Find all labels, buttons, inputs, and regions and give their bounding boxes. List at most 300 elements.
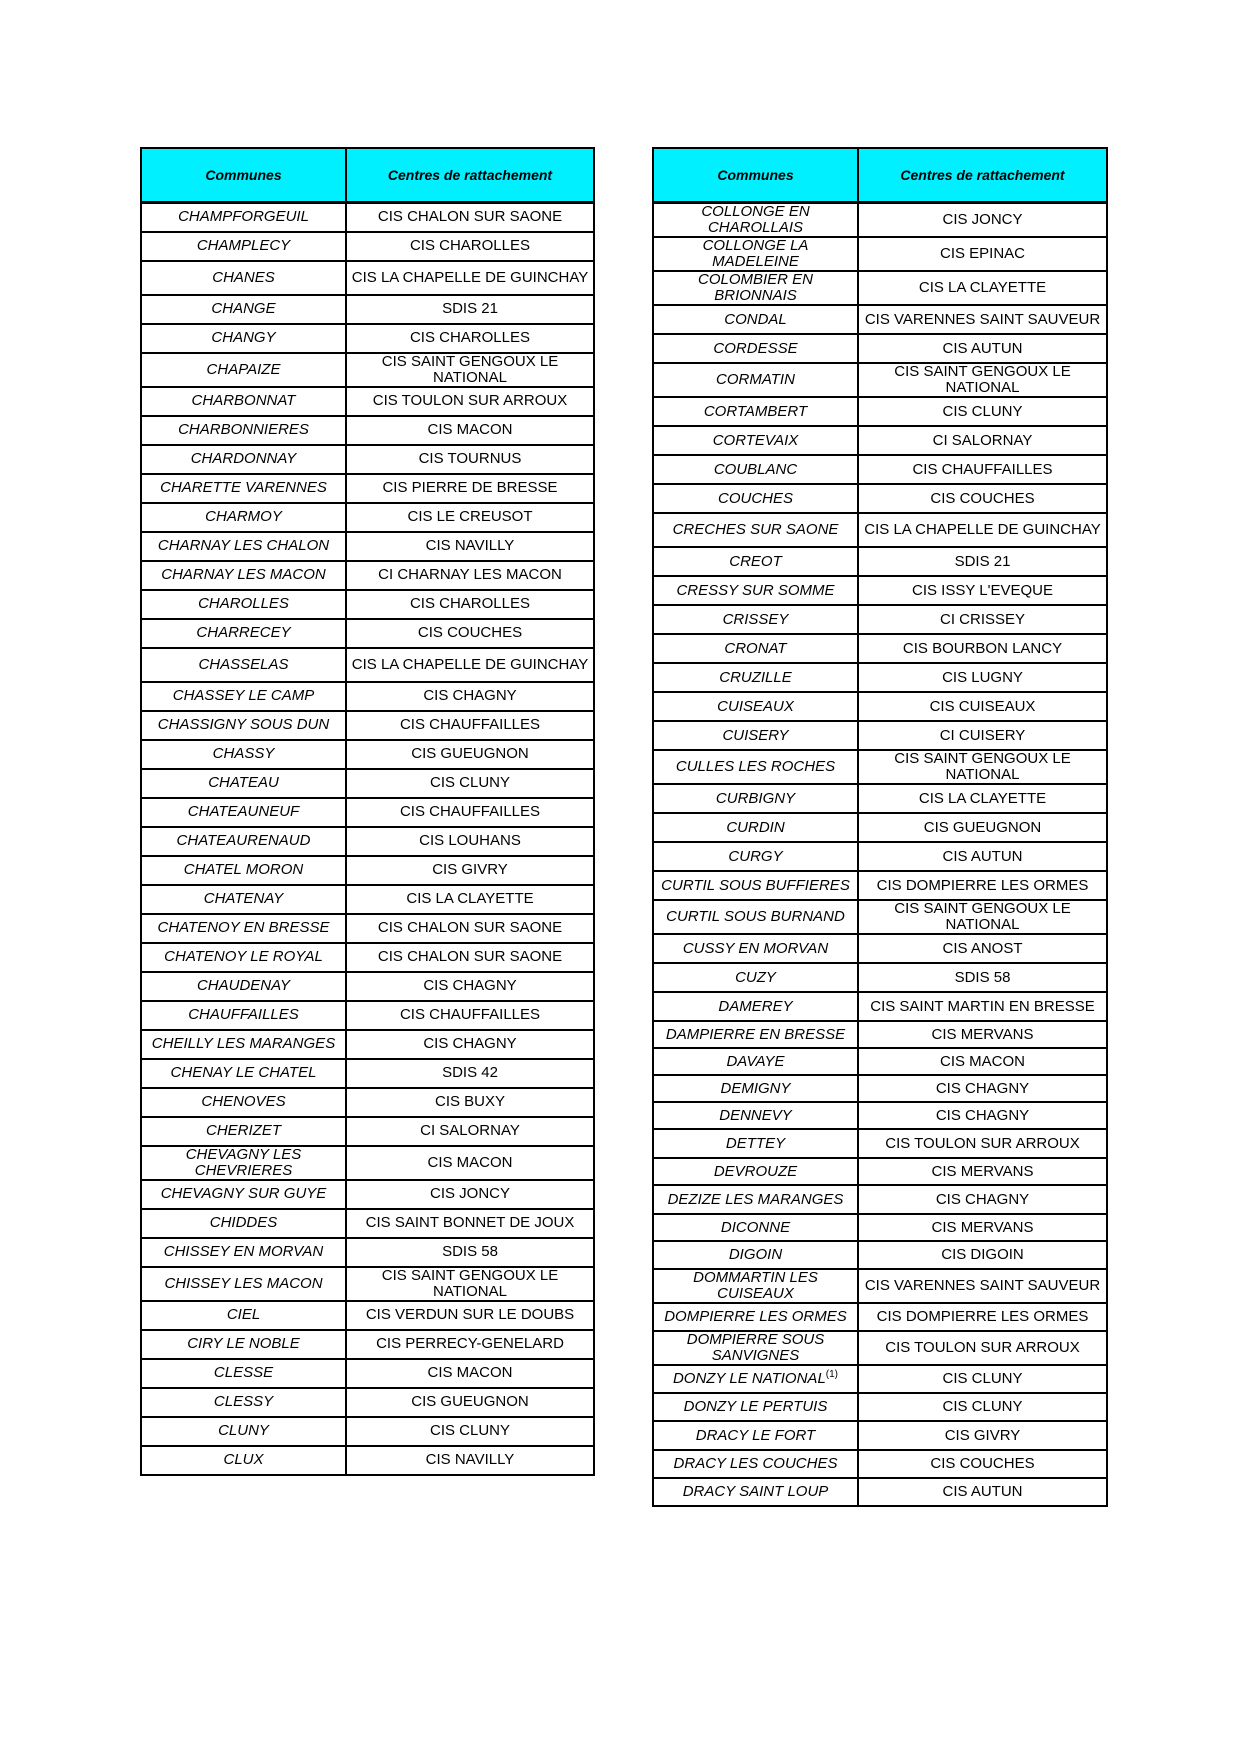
commune-name: DAVAYE (726, 1052, 785, 1070)
commune-name: CHASSY (212, 745, 275, 762)
commune-name: CREOT (729, 552, 782, 570)
centre-cell: CIS COUCHES (858, 484, 1107, 513)
commune-name: COLLONGE EN CHAROLLAIS (701, 203, 810, 236)
commune-name: CHANES (212, 268, 275, 286)
commune-name: CRESSY SUR SOMME (676, 581, 835, 599)
commune-name: CHEVAGNY SUR GUYE (160, 1185, 327, 1202)
centre-cell: CIS LOUHANS (346, 827, 594, 856)
table-row (653, 397, 1107, 426)
table-row (653, 992, 1107, 1021)
centre-cell: CI SALORNAY (346, 1117, 594, 1146)
centre-cell: CIS MACON (346, 1359, 594, 1388)
commune-name: CHANGE (211, 300, 276, 317)
centre-cell: CIS CHAUFFAILLES (346, 798, 594, 827)
commune-name: DAMEREY (718, 997, 793, 1015)
commune-cell (653, 1214, 858, 1241)
commune-cell (141, 532, 346, 561)
commune-cell (653, 992, 858, 1021)
centre-cell: CIS GUEUGNON (858, 813, 1107, 842)
column-header-communes: Communes (653, 148, 858, 203)
table-row (141, 295, 594, 324)
centre-cell: CIS CLUNY (858, 1365, 1107, 1393)
commune-name: CORMATIN (716, 371, 795, 388)
column-header-centres: Centres de rattachement (346, 148, 594, 203)
table-row (653, 813, 1107, 842)
commune-cell (141, 885, 346, 914)
commune-cell (141, 943, 346, 972)
table-row (653, 842, 1107, 871)
centre-cell: CI CHARNAY LES MACON (346, 561, 594, 590)
commune-cell (653, 547, 858, 576)
commune-name: DONZY LE NATIONAL (672, 1370, 826, 1387)
commune-name: CHAUDENAY (196, 977, 291, 994)
table-row (653, 663, 1107, 692)
commune-cell (653, 721, 858, 750)
centre-cell: CIS CHAROLLES (346, 590, 594, 619)
commune-cell (653, 605, 858, 634)
commune-cell (653, 692, 858, 721)
header-row (653, 148, 1107, 203)
commune-cell (141, 856, 346, 885)
commune-cell (141, 1417, 346, 1446)
commune-cell (141, 203, 346, 232)
table-row (653, 363, 1107, 397)
table-row (653, 426, 1107, 455)
commune-name: DETTEY (725, 1134, 786, 1152)
commune-name: DOMPIERRE LES ORMES (664, 1308, 847, 1325)
commune-name: CHARDONNAY (190, 450, 297, 467)
commune-cell (141, 619, 346, 648)
commune-cell (141, 1180, 346, 1209)
commune-cell (141, 353, 346, 387)
table-row (653, 547, 1107, 576)
commune-cell (653, 1021, 858, 1048)
centre-cell: CIS MACON (346, 1146, 594, 1180)
commune-name: CURDIN (726, 818, 785, 836)
commune-cell (141, 474, 346, 503)
centre-cell: CIS MACON (858, 1048, 1107, 1075)
centre-cell: CIS AUTUN (858, 842, 1107, 871)
commune-name: CUISEAUX (717, 697, 794, 715)
centre-cell: CIS COUCHES (346, 619, 594, 648)
centre-cell: CIS GUEUGNON (346, 740, 594, 769)
table-row (141, 1417, 594, 1446)
commune-name: CHERIZET (206, 1122, 281, 1139)
commune-cell (653, 1158, 858, 1185)
commune-name: CONDAL (724, 310, 787, 328)
table-row (141, 445, 594, 474)
centre-cell: CIS VARENNES SAINT SAUVEUR (858, 305, 1107, 334)
communes-table-right (652, 147, 1108, 1507)
centre-cell: CIS CHAGNY (346, 682, 594, 711)
commune-name: COUBLANC (713, 460, 798, 478)
centre-cell: CIS CHAGNY (858, 1185, 1107, 1214)
table-row (653, 1102, 1107, 1129)
commune-name: CORDESSE (713, 339, 798, 357)
commune-name: CRECHES SUR SAONE (672, 521, 839, 538)
commune-name: CRISSEY (722, 610, 789, 628)
commune-cell (653, 1102, 858, 1129)
header-row (141, 148, 594, 203)
table-row (141, 648, 594, 682)
table-row (653, 692, 1107, 721)
commune-cell (653, 305, 858, 334)
commune-name: CHIDDES (209, 1214, 278, 1231)
commune-cell (141, 590, 346, 619)
table-row (653, 576, 1107, 605)
commune-name: CUISERY (722, 726, 789, 744)
commune-cell (141, 1088, 346, 1117)
commune-name: CHARNAY LES MACON (161, 566, 326, 583)
commune-name: CHASSEY LE CAMP (172, 687, 315, 704)
centre-cell: CIS SAINT GENGOUX LE NATIONAL (346, 1267, 594, 1301)
centre-cell: CIS SAINT GENGOUX LE NATIONAL (858, 750, 1107, 784)
commune-name: CUZY (735, 968, 776, 986)
centre-cell: CIS CLUNY (346, 1417, 594, 1446)
commune-name: CHARNAY LES CHALON (157, 537, 330, 554)
centre-cell: CIS LE CREUSOT (346, 503, 594, 532)
centre-cell: CIS CHALON SUR SAONE (346, 943, 594, 972)
table-row (141, 1030, 594, 1059)
commune-cell (653, 900, 858, 934)
table-row (653, 1214, 1107, 1241)
commune-cell (141, 261, 346, 295)
centre-cell: CIS SAINT MARTIN EN BRESSE (858, 992, 1107, 1021)
table-row (653, 1303, 1107, 1331)
centre-cell: CIS CLUNY (858, 1393, 1107, 1421)
table-row (141, 1001, 594, 1030)
commune-cell (141, 416, 346, 445)
table-row (141, 972, 594, 1001)
table-row (141, 1301, 594, 1330)
centre-cell: SDIS 21 (858, 547, 1107, 576)
table-row (653, 1185, 1107, 1214)
commune-name: DENNEVY (719, 1106, 792, 1124)
commune-name: CULLES LES ROCHES (675, 758, 836, 775)
table-row (653, 963, 1107, 992)
centre-cell: CIS LA CLAYETTE (858, 271, 1107, 305)
centre-cell: CIS LA CHAPELLE DE GUINCHAY (346, 648, 594, 682)
commune-name: DOMMARTIN LES CUISEAUX (693, 1269, 818, 1302)
commune-cell (653, 1450, 858, 1478)
centre-cell: CIS MERVANS (858, 1214, 1107, 1241)
commune-name: DIGOIN (728, 1246, 783, 1263)
commune-name: CHEILLY LES MARANGES (151, 1035, 336, 1052)
commune-cell (653, 1478, 858, 1506)
table-row (653, 721, 1107, 750)
table-row (141, 1146, 594, 1180)
table-row (141, 1330, 594, 1359)
commune-name: CHARBONNAT (191, 392, 296, 409)
table-row (141, 1267, 594, 1301)
centre-cell: CIS SAINT BONNET DE JOUX (346, 1209, 594, 1238)
commune-cell (141, 1446, 346, 1475)
commune-cell (141, 1388, 346, 1417)
table-row (653, 1129, 1107, 1158)
commune-cell (653, 784, 858, 813)
commune-cell (141, 1059, 346, 1088)
commune-cell (141, 232, 346, 261)
commune-name: CLESSY (213, 1393, 274, 1410)
centre-cell: CIS VERDUN SUR LE DOUBS (346, 1301, 594, 1330)
centre-cell: CIS TOURNUS (346, 445, 594, 474)
commune-name: CHAMPFORGEUIL (178, 208, 309, 226)
commune-cell (141, 1209, 346, 1238)
centre-cell: CIS TOULON SUR ARROUX (858, 1331, 1107, 1365)
commune-cell (141, 1030, 346, 1059)
commune-name: CHATEL MORON (183, 861, 304, 878)
commune-cell (653, 397, 858, 426)
commune-cell (653, 963, 858, 992)
table-row (141, 561, 594, 590)
centre-cell: CIS CHAROLLES (346, 232, 594, 261)
table-row (653, 934, 1107, 963)
commune-name: CHATENOY LE ROYAL (164, 948, 323, 965)
centre-cell: CIS NAVILLY (346, 532, 594, 561)
table-row (141, 769, 594, 798)
table-row (653, 634, 1107, 663)
commune-name: CHAUFFAILLES (188, 1006, 299, 1023)
centre-cell: CI SALORNAY (858, 426, 1107, 455)
centre-cell: CIS ISSY L'EVEQUE (858, 576, 1107, 605)
commune-cell (653, 1269, 858, 1303)
table-row (653, 784, 1107, 813)
table-row (653, 1478, 1107, 1506)
table-row (141, 203, 594, 232)
table-row (141, 1388, 594, 1417)
table-row (653, 305, 1107, 334)
commune-name: CHARBONNIERES (178, 421, 309, 438)
table-row (141, 503, 594, 532)
table-row (653, 1450, 1107, 1478)
centre-cell: SDIS 42 (346, 1059, 594, 1088)
commune-cell (141, 295, 346, 324)
table-row (653, 1421, 1107, 1450)
centre-cell: CIS CLUNY (858, 397, 1107, 426)
table-row (141, 1088, 594, 1117)
commune-cell (141, 972, 346, 1001)
table-row (653, 1331, 1107, 1365)
table-row (141, 619, 594, 648)
centre-cell: CIS LUGNY (858, 663, 1107, 692)
commune-cell (653, 934, 858, 963)
commune-cell (653, 237, 858, 271)
centre-cell: CIS DOMPIERRE LES ORMES (858, 871, 1107, 900)
centre-cell: CIS BUXY (346, 1088, 594, 1117)
communes-table-left (140, 147, 595, 1476)
centre-cell: CIS LA CLAYETTE (346, 885, 594, 914)
table-row (141, 387, 594, 416)
commune-cell (141, 561, 346, 590)
commune-name: DEVROUZE (713, 1162, 798, 1180)
commune-name: CRONAT (724, 639, 787, 657)
commune-name: CHARETTE VARENNES (160, 479, 327, 496)
centre-cell: CIS CHAUFFAILLES (346, 711, 594, 740)
commune-name: CLUNY (218, 1422, 269, 1439)
centre-cell: CIS JONCY (858, 203, 1107, 238)
commune-cell (141, 1117, 346, 1146)
commune-name: CHATEAU (208, 774, 279, 791)
commune-name: CUSSY EN MORVAN (682, 939, 829, 957)
centre-cell: CIS EPINAC (858, 237, 1107, 271)
commune-cell (653, 871, 858, 900)
table-row (653, 1158, 1107, 1185)
commune-name: COLLONGE LA MADELEINE (702, 237, 809, 270)
commune-cell (141, 445, 346, 474)
column-header-centres: Centres de rattachement (858, 148, 1107, 203)
centre-cell: CIS GIVRY (858, 1421, 1107, 1450)
commune-name: COLOMBIER EN BRIONNAIS (697, 271, 814, 304)
table-row (653, 900, 1107, 934)
commune-cell (141, 711, 346, 740)
table-row (653, 1021, 1107, 1048)
commune-name: CHASSELAS (198, 655, 289, 673)
commune-name: CLESSE (213, 1364, 274, 1381)
table-row (141, 474, 594, 503)
commune-name: DRACY SAINT LOUP (682, 1483, 829, 1500)
commune-name: CURGY (728, 847, 783, 865)
commune-name: DOMPIERRE SOUS SANVIGNES (686, 1331, 825, 1364)
centre-cell: CIS AUTUN (858, 1478, 1107, 1506)
commune-cell (653, 455, 858, 484)
commune-cell (653, 271, 858, 305)
commune-cell (141, 682, 346, 711)
commune-cell (653, 426, 858, 455)
commune-cell (141, 1238, 346, 1267)
table-row (141, 416, 594, 445)
commune-cell (141, 769, 346, 798)
centre-cell: CIS PERRECY-GENELARD (346, 1330, 594, 1359)
commune-name: CURTIL SOUS BUFFIERES (661, 876, 850, 894)
commune-cell (653, 363, 858, 397)
commune-cell (141, 387, 346, 416)
commune-name: CRUZILLE (719, 668, 792, 686)
table-row (653, 871, 1107, 900)
centre-cell: CIS DOMPIERRE LES ORMES (858, 1303, 1107, 1331)
table-row (141, 943, 594, 972)
table-row (141, 1446, 594, 1475)
commune-name: CHASSIGNY SOUS DUN (157, 716, 330, 733)
centre-cell: CIS JONCY (346, 1180, 594, 1209)
centre-cell: CIS CHAGNY (346, 1030, 594, 1059)
table-row (141, 1238, 594, 1267)
table-row (653, 1269, 1107, 1303)
table-row (653, 237, 1107, 271)
table-row (141, 1209, 594, 1238)
table-row (141, 324, 594, 353)
centre-cell: CIS MERVANS (858, 1021, 1107, 1048)
commune-name: CHATENOY EN BRESSE (157, 919, 330, 936)
commune-name: CURTIL SOUS BURNAND (666, 908, 845, 925)
centre-cell: CIS NAVILLY (346, 1446, 594, 1475)
table-row (141, 711, 594, 740)
table-row (653, 484, 1107, 513)
commune-name: CHENAY LE CHATEL (170, 1064, 317, 1081)
table-row (141, 532, 594, 561)
centre-cell: CIS MERVANS (858, 1158, 1107, 1185)
table-row (653, 1241, 1107, 1269)
table-row (141, 1117, 594, 1146)
commune-cell (141, 1001, 346, 1030)
commune-cell (653, 1129, 858, 1158)
commune-cell (653, 634, 858, 663)
centre-cell: SDIS 58 (346, 1238, 594, 1267)
table-row (141, 682, 594, 711)
centre-cell: CIS AUTUN (858, 334, 1107, 363)
commune-name: DEZIZE LES MARANGES (667, 1190, 844, 1208)
commune-name: CIEL (226, 1306, 261, 1323)
centre-cell: CIS DIGOIN (858, 1241, 1107, 1269)
table-row (653, 203, 1107, 238)
table-row (141, 1059, 594, 1088)
commune-name: CHEVAGNY LES CHEVRIERES (185, 1145, 302, 1179)
table-row (141, 740, 594, 769)
table-row (653, 271, 1107, 305)
commune-cell (141, 648, 346, 682)
commune-cell (653, 1303, 858, 1331)
centre-cell: CIS PIERRE DE BRESSE (346, 474, 594, 503)
commune-name: CHAPAIZE (206, 360, 281, 378)
centre-cell: CIS CHAUFFAILLES (346, 1001, 594, 1030)
commune-name: CURBIGNY (715, 789, 796, 807)
commune-name: CORTAMBERT (703, 402, 808, 420)
table-row (653, 1075, 1107, 1102)
commune-cell (141, 1146, 346, 1180)
commune-name: CHISSEY LES MACON (164, 1274, 323, 1292)
table-row (141, 914, 594, 943)
centre-cell: CIS GIVRY (346, 856, 594, 885)
commune-name: CHENOVES (201, 1093, 286, 1110)
commune-name: CHATEAURENAUD (176, 832, 311, 849)
commune-name: CHARMOY (205, 508, 282, 525)
table-row (141, 856, 594, 885)
commune-cell (653, 1075, 858, 1102)
table-row (141, 798, 594, 827)
centre-cell: CIS CHAGNY (858, 1075, 1107, 1102)
commune-cell (141, 740, 346, 769)
commune-cell (141, 1267, 346, 1301)
commune-name: CHATENAY (203, 890, 284, 907)
commune-cell (141, 1359, 346, 1388)
commune-cell (653, 1241, 858, 1269)
commune-name: COUCHES (717, 489, 793, 507)
centre-cell: CIS TOULON SUR ARROUX (858, 1129, 1107, 1158)
commune-name: DICONNE (720, 1218, 791, 1236)
commune-cell (653, 334, 858, 363)
table-row (653, 605, 1107, 634)
commune-name: CLUX (223, 1451, 264, 1468)
centre-cell: CIS SAINT GENGOUX LE NATIONAL (346, 353, 594, 387)
commune-cell (653, 1393, 858, 1421)
commune-cell (653, 1048, 858, 1075)
table-row (653, 455, 1107, 484)
centre-cell: CIS SAINT GENGOUX LE NATIONAL (858, 363, 1107, 397)
table-row (653, 334, 1107, 363)
table-row (141, 353, 594, 387)
commune-name: CHAROLLES (198, 595, 289, 612)
commune-name: CHARRECEY (196, 624, 291, 641)
commune-cell (141, 827, 346, 856)
centre-cell: CIS CHAGNY (858, 1102, 1107, 1129)
commune-cell (141, 798, 346, 827)
table-row (653, 750, 1107, 784)
centre-cell: CIS ANOST (858, 934, 1107, 963)
table-row (653, 1393, 1107, 1421)
commune-cell (141, 324, 346, 353)
commune-name: CHISSEY EN MORVAN (163, 1243, 324, 1260)
centre-cell: CIS LA CLAYETTE (858, 784, 1107, 813)
table-row (141, 261, 594, 295)
